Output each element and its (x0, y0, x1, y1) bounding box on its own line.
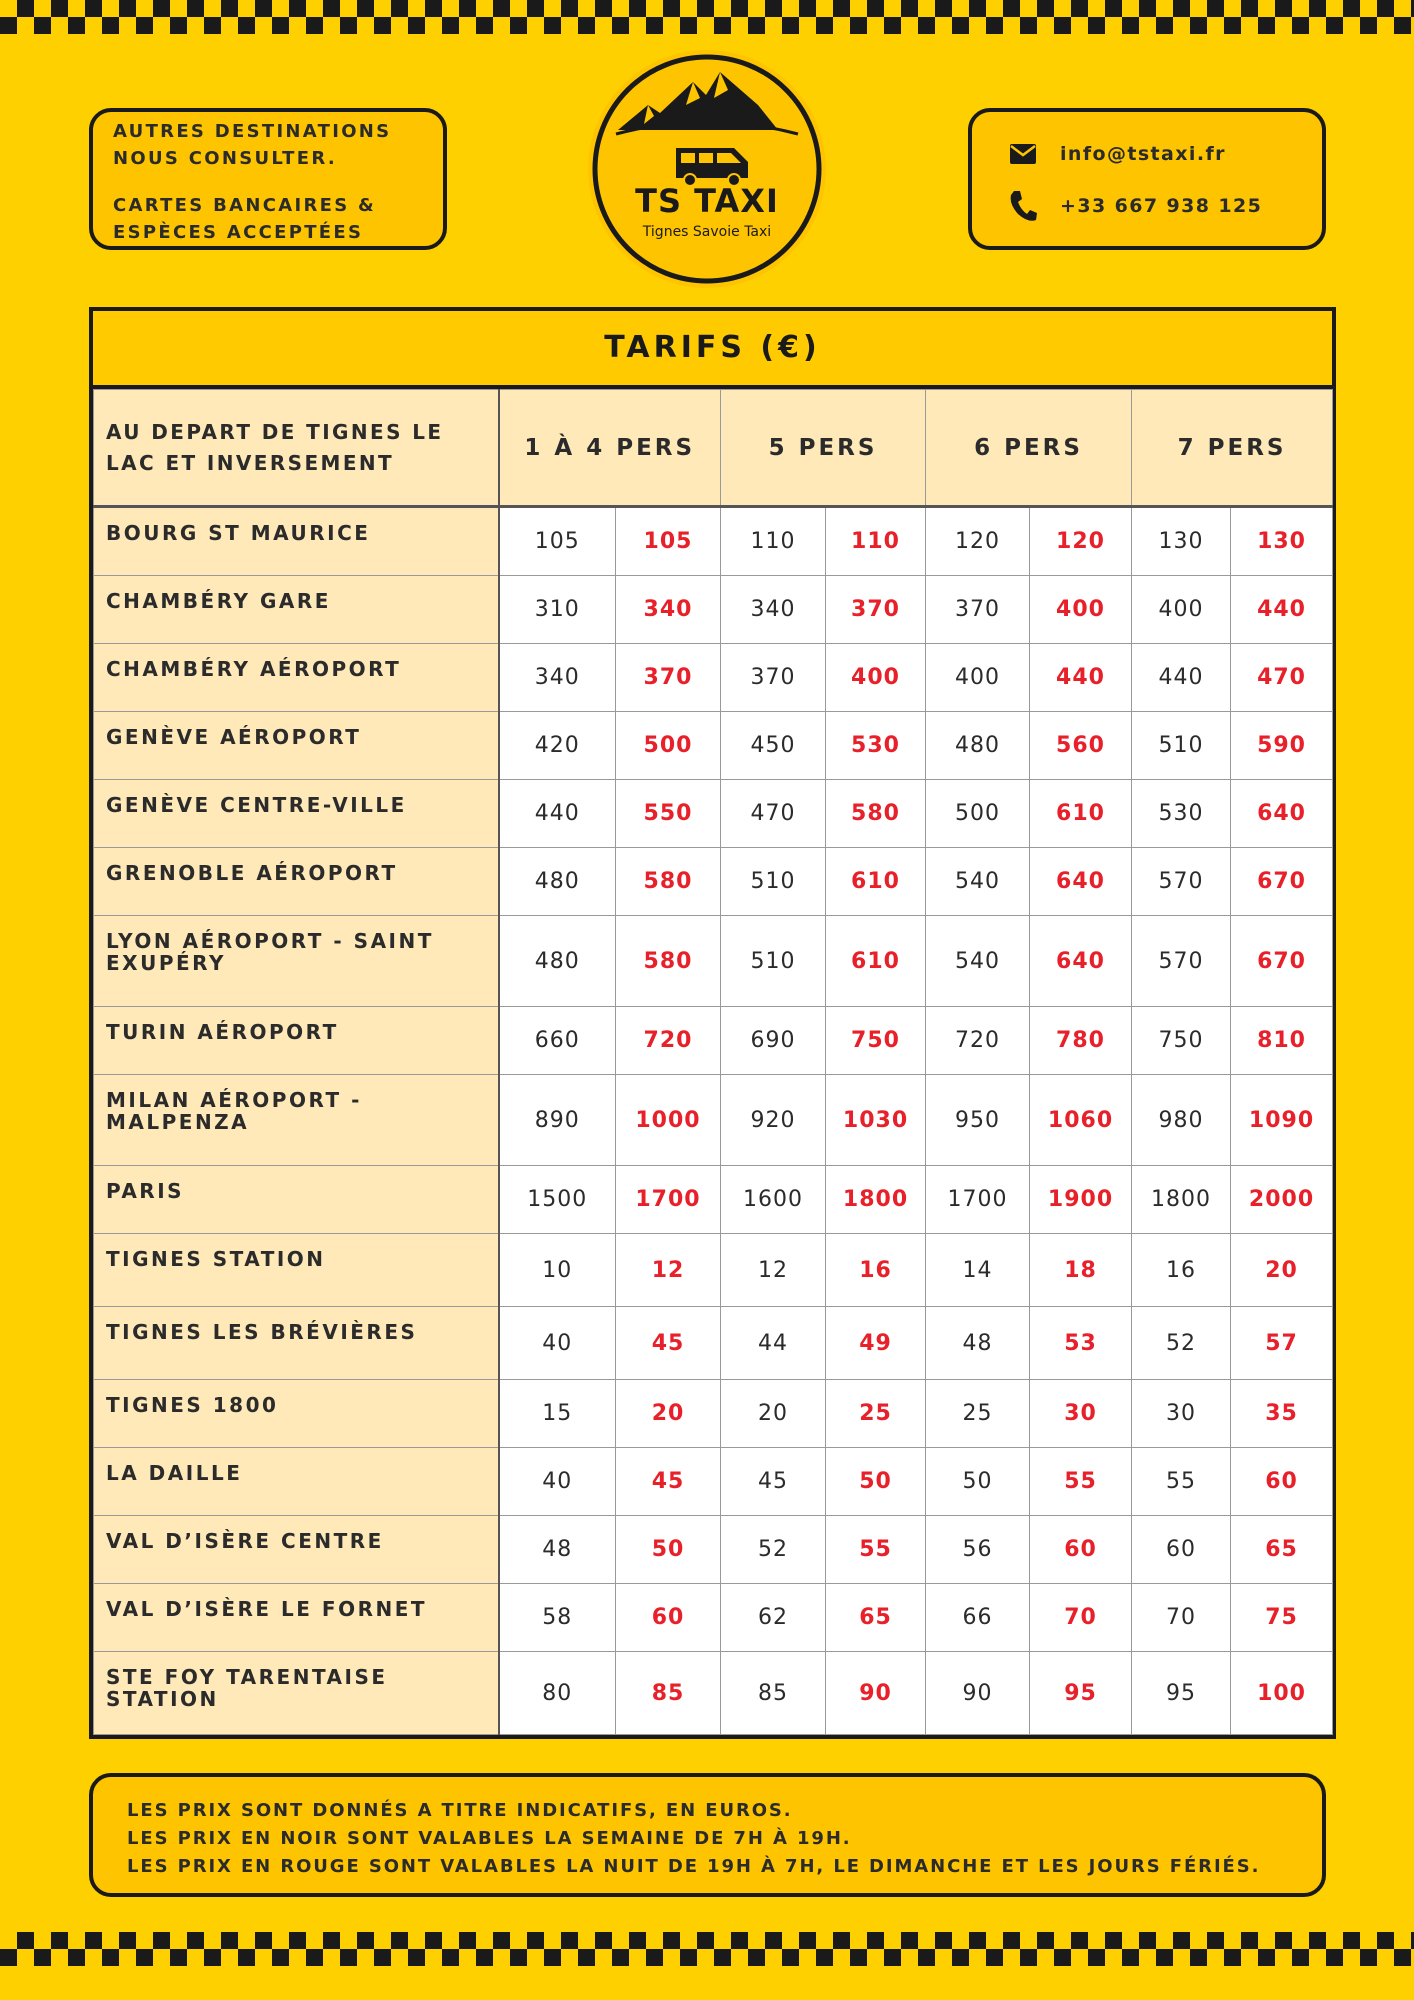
day-price: 105 (499, 507, 616, 576)
day-price: 20 (721, 1380, 826, 1448)
day-price: 480 (499, 848, 616, 916)
day-price: 420 (499, 712, 616, 780)
night-price: 440 (1231, 576, 1333, 644)
day-price: 10 (499, 1234, 616, 1307)
logo-title: TS TAXI (635, 182, 779, 220)
group-header-7: 7 PERS (1132, 390, 1333, 507)
email-address[interactable]: info@tstaxi.fr (1060, 143, 1226, 165)
night-price: 610 (1030, 780, 1132, 848)
info-line: NOUS CONSULTER. (113, 148, 337, 169)
destination-column-header: AU DEPART DE TIGNES LE LAC ET INVERSEMENT (94, 390, 499, 507)
night-price: 53 (1030, 1307, 1132, 1380)
night-price: 57 (1231, 1307, 1333, 1380)
night-price: 85 (616, 1652, 721, 1735)
tarifs-title: TARIFS (€) (93, 311, 1332, 389)
day-price: 510 (721, 916, 826, 1007)
day-price: 12 (721, 1234, 826, 1307)
night-price: 45 (616, 1307, 721, 1380)
day-price: 890 (499, 1075, 616, 1166)
table-row (94, 1234, 1333, 1307)
night-price: 1060 (1030, 1075, 1132, 1166)
table-row (94, 780, 1333, 848)
night-price: 2000 (1231, 1166, 1333, 1234)
day-price: 950 (926, 1075, 1030, 1166)
night-price: 720 (616, 1007, 721, 1075)
night-price: 55 (1030, 1448, 1132, 1516)
night-price: 810 (1231, 1007, 1333, 1075)
day-price: 310 (499, 576, 616, 644)
price-rows (94, 507, 1333, 1735)
night-price: 16 (826, 1234, 926, 1307)
night-price: 580 (616, 848, 721, 916)
phone-number[interactable]: +33 667 938 125 (1060, 195, 1263, 217)
night-price: 670 (1231, 916, 1333, 1007)
logo-tagline: Tignes Savoie Taxi (642, 224, 772, 240)
day-price: 340 (721, 576, 826, 644)
day-price: 50 (926, 1448, 1030, 1516)
table-row (94, 576, 1333, 644)
day-price: 40 (499, 1448, 616, 1516)
info-line: CARTES BANCAIRES & (113, 195, 377, 216)
destination-name: STE FOY TARENTAISE STATION (94, 1652, 499, 1735)
day-price: 440 (1132, 644, 1231, 712)
night-price: 12 (616, 1234, 721, 1307)
note-line: LES PRIX EN ROUGE SONT VALABLES LA NUIT DE 19H À 7H, LE DIMANCHE ET LES JOURS FÉRIÉS. (127, 1856, 1261, 1877)
day-price: 540 (926, 916, 1030, 1007)
night-price: 49 (826, 1307, 926, 1380)
night-price: 60 (1030, 1516, 1132, 1584)
night-price: 1030 (826, 1075, 926, 1166)
destination-name: VAL D’ISÈRE LE FORNET (94, 1584, 499, 1652)
destination-name: LYON AÉROPORT - SAINT EXUPÉRY (94, 916, 499, 1007)
day-price: 130 (1132, 507, 1231, 576)
day-price: 60 (1132, 1516, 1231, 1584)
night-price: 750 (826, 1007, 926, 1075)
night-price: 1700 (616, 1166, 721, 1234)
day-price: 1700 (926, 1166, 1030, 1234)
night-price: 60 (616, 1584, 721, 1652)
destination-name: TIGNES LES BRÉVIÈRES (94, 1307, 499, 1380)
night-price: 90 (826, 1652, 926, 1735)
ts-taxi-logo (588, 50, 826, 288)
van-icon (676, 148, 748, 186)
day-price: 510 (721, 848, 826, 916)
destination-name: TIGNES STATION (94, 1234, 499, 1307)
day-price: 80 (499, 1652, 616, 1735)
day-price: 15 (499, 1380, 616, 1448)
night-price: 370 (826, 576, 926, 644)
night-price: 105 (616, 507, 721, 576)
tarifs-table-container (89, 307, 1336, 1739)
info-line: AUTRES DESTINATIONS (113, 121, 392, 142)
group-header-1-4: 1 À 4 PERS (499, 390, 721, 507)
night-price: 500 (616, 712, 721, 780)
destination-name: BOURG ST MAURICE (94, 507, 499, 576)
night-price: 95 (1030, 1652, 1132, 1735)
table-row (94, 507, 1333, 576)
night-price: 580 (826, 780, 926, 848)
day-price: 920 (721, 1075, 826, 1166)
day-price: 500 (926, 780, 1030, 848)
table-row (94, 916, 1333, 1007)
mountain-icon (616, 72, 798, 134)
table-row (94, 1166, 1333, 1234)
night-price: 120 (1030, 507, 1132, 576)
night-price: 65 (1231, 1516, 1333, 1584)
day-price: 48 (499, 1516, 616, 1584)
day-price: 90 (926, 1652, 1030, 1735)
night-price: 30 (1030, 1380, 1132, 1448)
table-row (94, 712, 1333, 780)
day-price: 120 (926, 507, 1030, 576)
day-price: 58 (499, 1584, 616, 1652)
price-table (93, 389, 1333, 1735)
day-price: 470 (721, 780, 826, 848)
night-price: 110 (826, 507, 926, 576)
night-price: 340 (616, 576, 721, 644)
night-price: 35 (1231, 1380, 1333, 1448)
day-price: 530 (1132, 780, 1231, 848)
payment-info-box (89, 108, 447, 250)
day-price: 55 (1132, 1448, 1231, 1516)
night-price: 45 (616, 1448, 721, 1516)
day-price: 45 (721, 1448, 826, 1516)
day-price: 440 (499, 780, 616, 848)
night-price: 1000 (616, 1075, 721, 1166)
note-line: LES PRIX EN NOIR SONT VALABLES LA SEMAINE DE 7H À 19H. (127, 1828, 852, 1849)
destination-name: GENÈVE CENTRE-VILLE (94, 780, 499, 848)
day-price: 480 (499, 916, 616, 1007)
night-price: 65 (826, 1584, 926, 1652)
night-price: 370 (616, 644, 721, 712)
day-price: 510 (1132, 712, 1231, 780)
day-price: 16 (1132, 1234, 1231, 1307)
night-price: 640 (1030, 916, 1132, 1007)
night-price: 640 (1231, 780, 1333, 848)
day-price: 52 (1132, 1307, 1231, 1380)
checkered-border-top (0, 0, 1414, 34)
night-price: 18 (1030, 1234, 1132, 1307)
night-price: 400 (1030, 576, 1132, 644)
night-price: 590 (1231, 712, 1333, 780)
table-row (94, 848, 1333, 916)
night-price: 75 (1231, 1584, 1333, 1652)
table-row (94, 1516, 1333, 1584)
night-price: 100 (1231, 1652, 1333, 1735)
day-price: 25 (926, 1380, 1030, 1448)
day-price: 540 (926, 848, 1030, 916)
envelope-icon (1006, 137, 1040, 171)
day-price: 110 (721, 507, 826, 576)
group-header-6: 6 PERS (926, 390, 1132, 507)
night-price: 20 (616, 1380, 721, 1448)
destination-name: TIGNES 1800 (94, 1380, 499, 1448)
day-price: 690 (721, 1007, 826, 1075)
destination-name: VAL D’ISÈRE CENTRE (94, 1516, 499, 1584)
day-price: 30 (1132, 1380, 1231, 1448)
table-row (94, 1652, 1333, 1735)
day-price: 570 (1132, 916, 1231, 1007)
night-price: 670 (1231, 848, 1333, 916)
night-price: 780 (1030, 1007, 1132, 1075)
day-price: 1800 (1132, 1166, 1231, 1234)
destination-name: CHAMBÉRY AÉROPORT (94, 644, 499, 712)
day-price: 14 (926, 1234, 1030, 1307)
night-price: 580 (616, 916, 721, 1007)
day-price: 56 (926, 1516, 1030, 1584)
day-price: 720 (926, 1007, 1030, 1075)
night-price: 610 (826, 916, 926, 1007)
phone-row[interactable] (1006, 180, 1322, 232)
night-price: 640 (1030, 848, 1132, 916)
night-price: 50 (826, 1448, 926, 1516)
destination-name: TURIN AÉROPORT (94, 1007, 499, 1075)
day-price: 480 (926, 712, 1030, 780)
day-price: 660 (499, 1007, 616, 1075)
destination-name: GRENOBLE AÉROPORT (94, 848, 499, 916)
day-price: 450 (721, 712, 826, 780)
day-price: 48 (926, 1307, 1030, 1380)
night-price: 470 (1231, 644, 1333, 712)
night-price: 440 (1030, 644, 1132, 712)
night-price: 560 (1030, 712, 1132, 780)
pricing-notes-box (89, 1773, 1326, 1897)
day-price: 370 (721, 644, 826, 712)
table-row (94, 1380, 1333, 1448)
night-price: 530 (826, 712, 926, 780)
note-line: LES PRIX SONT DONNÉS A TITRE INDICATIFS, EN EUROS. (127, 1800, 793, 1821)
day-price: 85 (721, 1652, 826, 1735)
night-price: 1090 (1231, 1075, 1333, 1166)
day-price: 1500 (499, 1166, 616, 1234)
night-price: 1900 (1030, 1166, 1132, 1234)
night-price: 130 (1231, 507, 1333, 576)
night-price: 610 (826, 848, 926, 916)
day-price: 44 (721, 1307, 826, 1380)
contact-box (968, 108, 1326, 250)
day-price: 340 (499, 644, 616, 712)
day-price: 980 (1132, 1075, 1231, 1166)
night-price: 1800 (826, 1166, 926, 1234)
day-price: 52 (721, 1516, 826, 1584)
email-row[interactable] (1006, 128, 1322, 180)
checkered-border-bottom (0, 1932, 1414, 1966)
day-price: 66 (926, 1584, 1030, 1652)
night-price: 50 (616, 1516, 721, 1584)
night-price: 70 (1030, 1584, 1132, 1652)
day-price: 62 (721, 1584, 826, 1652)
day-price: 400 (1132, 576, 1231, 644)
group-header-5: 5 PERS (721, 390, 926, 507)
day-price: 400 (926, 644, 1030, 712)
table-row (94, 1075, 1333, 1166)
day-price: 70 (1132, 1584, 1231, 1652)
destination-name: MILAN AÉROPORT - MALPENZA (94, 1075, 499, 1166)
night-price: 20 (1231, 1234, 1333, 1307)
destination-name: LA DAILLE (94, 1448, 499, 1516)
destination-name: CHAMBÉRY GARE (94, 576, 499, 644)
destination-name: PARIS (94, 1166, 499, 1234)
night-price: 550 (616, 780, 721, 848)
destination-name: GENÈVE AÉROPORT (94, 712, 499, 780)
table-row (94, 1307, 1333, 1380)
day-price: 370 (926, 576, 1030, 644)
day-price: 750 (1132, 1007, 1231, 1075)
day-price: 1600 (721, 1166, 826, 1234)
night-price: 55 (826, 1516, 926, 1584)
night-price: 60 (1231, 1448, 1333, 1516)
day-price: 40 (499, 1307, 616, 1380)
phone-icon (1006, 189, 1040, 223)
night-price: 25 (826, 1380, 926, 1448)
table-row (94, 1448, 1333, 1516)
day-price: 95 (1132, 1652, 1231, 1735)
table-row (94, 644, 1333, 712)
day-price: 570 (1132, 848, 1231, 916)
night-price: 400 (826, 644, 926, 712)
table-row (94, 1584, 1333, 1652)
table-row (94, 1007, 1333, 1075)
info-line: ESPÈCES ACCEPTÉES (113, 222, 364, 243)
